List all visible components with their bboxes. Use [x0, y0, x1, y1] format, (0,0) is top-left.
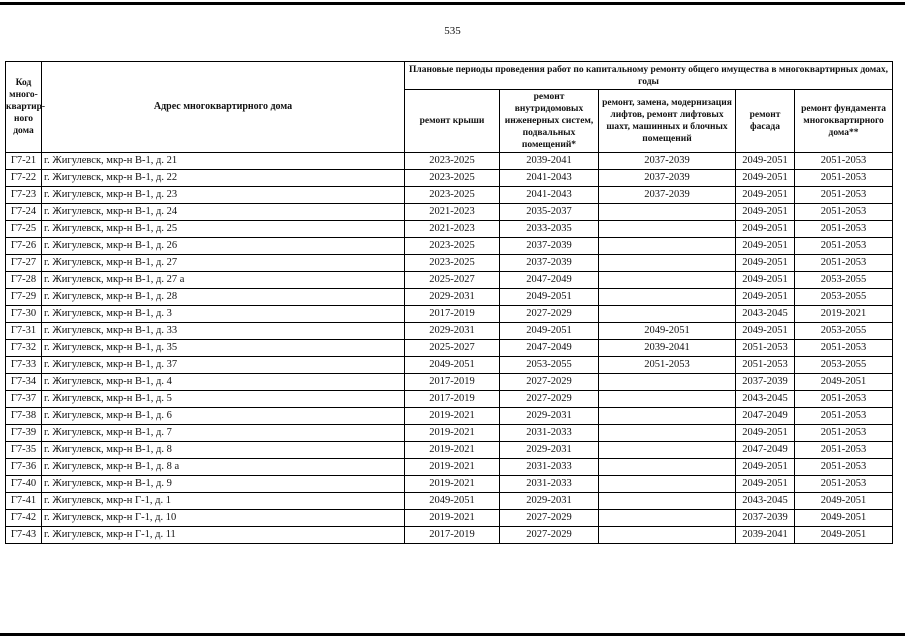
roof-period-cell: 2019-2021	[405, 442, 500, 459]
table-row	[6, 510, 893, 527]
engineering-period-cell: 2027-2029	[500, 510, 599, 527]
table-row	[6, 187, 893, 204]
house-code-cell: Г7-35	[6, 442, 42, 459]
table-row	[6, 527, 893, 544]
foundation-period-cell: 2051-2053	[795, 170, 893, 187]
house-code-cell: Г7-43	[6, 527, 42, 544]
foundation-period-cell: 2049-2051	[795, 374, 893, 391]
engineering-period-cell: 2027-2029	[500, 306, 599, 323]
foundation-period-cell: 2051-2053	[795, 442, 893, 459]
facade-period-cell: 2051-2053	[736, 340, 795, 357]
house-code-cell: Г7-27	[6, 255, 42, 272]
engineering-period-cell: 2037-2039	[500, 255, 599, 272]
foundation-period-cell: 2049-2051	[795, 527, 893, 544]
facade-period-cell: 2049-2051	[736, 255, 795, 272]
facade-period-cell: 2049-2051	[736, 238, 795, 255]
table-row	[6, 340, 893, 357]
foundation-period-cell: 2053-2055	[795, 323, 893, 340]
header-facade-repair: ремонт фасада	[736, 90, 795, 153]
engineering-period-cell: 2041-2043	[500, 170, 599, 187]
house-code-cell: Г7-23	[6, 187, 42, 204]
house-code-cell: Г7-24	[6, 204, 42, 221]
roof-period-cell: 2029-2031	[405, 289, 500, 306]
roof-period-cell: 2023-2025	[405, 170, 500, 187]
house-code-cell: Г7-32	[6, 340, 42, 357]
table-body	[6, 153, 893, 544]
address-cell: г. Жигулевск, мкр-н В-1, д. 22	[42, 170, 405, 187]
foundation-period-cell: 2051-2053	[795, 221, 893, 238]
elevator-period-cell	[599, 306, 736, 323]
facade-period-cell: 2049-2051	[736, 323, 795, 340]
house-code-cell: Г7-33	[6, 357, 42, 374]
engineering-period-cell: 2053-2055	[500, 357, 599, 374]
house-code-cell: Г7-37	[6, 391, 42, 408]
roof-period-cell: 2017-2019	[405, 306, 500, 323]
top-rule	[0, 2, 905, 5]
foundation-period-cell: 2019-2021	[795, 306, 893, 323]
facade-period-cell: 2049-2051	[736, 187, 795, 204]
house-code-cell: Г7-42	[6, 510, 42, 527]
table-row	[6, 442, 893, 459]
engineering-period-cell: 2047-2049	[500, 340, 599, 357]
address-cell: г. Жигулевск, мкр-н В-1, д. 8	[42, 442, 405, 459]
table-row	[6, 204, 893, 221]
address-cell: г. Жигулевск, мкр-н В-1, д. 25	[42, 221, 405, 238]
elevator-period-cell	[599, 425, 736, 442]
roof-period-cell: 2019-2021	[405, 408, 500, 425]
elevator-period-cell	[599, 510, 736, 527]
roof-period-cell: 2019-2021	[405, 425, 500, 442]
foundation-period-cell: 2053-2055	[795, 357, 893, 374]
foundation-period-cell: 2051-2053	[795, 238, 893, 255]
engineering-period-cell: 2037-2039	[500, 238, 599, 255]
header-elevator-repair: ремонт, замена, модернизация лифтов, ремонт лифтовых шахт, машинных и блочных помещений	[599, 90, 736, 153]
table-row	[6, 289, 893, 306]
engineering-period-cell: 2027-2029	[500, 374, 599, 391]
roof-period-cell: 2021-2023	[405, 221, 500, 238]
roof-period-cell: 2019-2021	[405, 510, 500, 527]
table-row	[6, 238, 893, 255]
engineering-period-cell: 2049-2051	[500, 323, 599, 340]
engineering-period-cell: 2041-2043	[500, 187, 599, 204]
roof-period-cell: 2023-2025	[405, 153, 500, 170]
table-row	[6, 323, 893, 340]
facade-period-cell: 2049-2051	[736, 170, 795, 187]
table-row	[6, 493, 893, 510]
table-row	[6, 272, 893, 289]
elevator-period-cell	[599, 204, 736, 221]
house-code-cell: Г7-41	[6, 493, 42, 510]
foundation-period-cell: 2051-2053	[795, 459, 893, 476]
roof-period-cell: 2017-2019	[405, 527, 500, 544]
capital-repair-schedule-table	[5, 61, 893, 544]
facade-period-cell: 2049-2051	[736, 459, 795, 476]
roof-period-cell: 2025-2027	[405, 272, 500, 289]
table-row	[6, 425, 893, 442]
address-cell: г. Жигулевск, мкр-н В-1, д. 3	[42, 306, 405, 323]
facade-period-cell: 2047-2049	[736, 442, 795, 459]
engineering-period-cell: 2031-2033	[500, 459, 599, 476]
elevator-period-cell	[599, 493, 736, 510]
elevator-period-cell	[599, 391, 736, 408]
table-row	[6, 374, 893, 391]
foundation-period-cell: 2051-2053	[795, 391, 893, 408]
engineering-period-cell: 2033-2035	[500, 221, 599, 238]
facade-period-cell: 2051-2053	[736, 357, 795, 374]
roof-period-cell: 2023-2025	[405, 238, 500, 255]
table-row	[6, 255, 893, 272]
roof-period-cell: 2025-2027	[405, 340, 500, 357]
house-code-cell: Г7-29	[6, 289, 42, 306]
facade-period-cell: 2047-2049	[736, 408, 795, 425]
facade-period-cell: 2049-2051	[736, 221, 795, 238]
facade-period-cell: 2049-2051	[736, 204, 795, 221]
address-cell: г. Жигулевск, мкр-н Г-1, д. 11	[42, 527, 405, 544]
house-code-cell: Г7-31	[6, 323, 42, 340]
foundation-period-cell: 2051-2053	[795, 425, 893, 442]
elevator-period-cell	[599, 408, 736, 425]
address-cell: г. Жигулевск, мкр-н В-1, д. 8 а	[42, 459, 405, 476]
roof-period-cell: 2021-2023	[405, 204, 500, 221]
address-cell: г. Жигулевск, мкр-н В-1, д. 21	[42, 153, 405, 170]
bottom-rule	[0, 633, 905, 636]
elevator-period-cell	[599, 255, 736, 272]
elevator-period-cell: 2051-2053	[599, 357, 736, 374]
address-cell: г. Жигулевск, мкр-н В-1, д. 6	[42, 408, 405, 425]
table-row	[6, 391, 893, 408]
facade-period-cell: 2043-2045	[736, 306, 795, 323]
table-row	[6, 153, 893, 170]
elevator-period-cell	[599, 289, 736, 306]
house-code-cell: Г7-21	[6, 153, 42, 170]
elevator-period-cell: 2037-2039	[599, 170, 736, 187]
roof-period-cell: 2029-2031	[405, 323, 500, 340]
address-cell: г. Жигулевск, мкр-н Г-1, д. 1	[42, 493, 405, 510]
roof-period-cell: 2049-2051	[405, 357, 500, 374]
foundation-period-cell: 2053-2055	[795, 289, 893, 306]
house-code-cell: Г7-40	[6, 476, 42, 493]
engineering-period-cell: 2029-2031	[500, 408, 599, 425]
roof-period-cell: 2019-2021	[405, 459, 500, 476]
facade-period-cell: 2049-2051	[736, 272, 795, 289]
foundation-period-cell: 2051-2053	[795, 204, 893, 221]
address-cell: г. Жигулевск, мкр-н В-1, д. 7	[42, 425, 405, 442]
elevator-period-cell	[599, 272, 736, 289]
house-code-cell: Г7-28	[6, 272, 42, 289]
facade-period-cell: 2043-2045	[736, 391, 795, 408]
roof-period-cell: 2017-2019	[405, 374, 500, 391]
table-row	[6, 221, 893, 238]
house-code-cell: Г7-39	[6, 425, 42, 442]
house-code-cell: Г7-30	[6, 306, 42, 323]
elevator-period-cell	[599, 459, 736, 476]
address-cell: г. Жигулевск, мкр-н В-1, д. 24	[42, 204, 405, 221]
engineering-period-cell: 2029-2031	[500, 493, 599, 510]
header-foundation-repair: ремонт фундамента многоквартирного дома**	[795, 90, 893, 153]
table-row	[6, 170, 893, 187]
header-address: Адрес многоквартирного дома	[42, 62, 405, 153]
address-cell: г. Жигулевск, мкр-н В-1, д. 27 а	[42, 272, 405, 289]
facade-period-cell: 2049-2051	[736, 476, 795, 493]
table-row	[6, 306, 893, 323]
elevator-period-cell	[599, 374, 736, 391]
header-planned-periods: Плановые периоды проведения работ по капитальному ремонту общего имущества в многоквартирных домах, годы	[405, 62, 893, 90]
house-code-cell: Г7-25	[6, 221, 42, 238]
roof-period-cell: 2023-2025	[405, 187, 500, 204]
house-code-cell: Г7-26	[6, 238, 42, 255]
elevator-period-cell: 2049-2051	[599, 323, 736, 340]
address-cell: г. Жигулевск, мкр-н В-1, д. 9	[42, 476, 405, 493]
address-cell: г. Жигулевск, мкр-н В-1, д. 33	[42, 323, 405, 340]
foundation-period-cell: 2049-2051	[795, 510, 893, 527]
address-cell: г. Жигулевск, мкр-н В-1, д. 28	[42, 289, 405, 306]
address-cell: г. Жигулевск, мкр-н В-1, д. 23	[42, 187, 405, 204]
elevator-period-cell: 2037-2039	[599, 153, 736, 170]
facade-period-cell: 2039-2041	[736, 527, 795, 544]
roof-period-cell: 2023-2025	[405, 255, 500, 272]
table-row	[6, 357, 893, 374]
facade-period-cell: 2037-2039	[736, 374, 795, 391]
table-row	[6, 476, 893, 493]
elevator-period-cell	[599, 527, 736, 544]
foundation-period-cell: 2051-2053	[795, 187, 893, 204]
foundation-period-cell: 2049-2051	[795, 493, 893, 510]
engineering-period-cell: 2047-2049	[500, 272, 599, 289]
roof-period-cell: 2049-2051	[405, 493, 500, 510]
address-cell: г. Жигулевск, мкр-н В-1, д. 37	[42, 357, 405, 374]
foundation-period-cell: 2051-2053	[795, 408, 893, 425]
house-code-cell: Г7-22	[6, 170, 42, 187]
header-roof-repair: ремонт крыши	[405, 90, 500, 153]
elevator-period-cell: 2039-2041	[599, 340, 736, 357]
elevator-period-cell: 2037-2039	[599, 187, 736, 204]
address-cell: г. Жигулевск, мкр-н Г-1, д. 10	[42, 510, 405, 527]
facade-period-cell: 2049-2051	[736, 425, 795, 442]
address-cell: г. Жигулевск, мкр-н В-1, д. 26	[42, 238, 405, 255]
engineering-period-cell: 2049-2051	[500, 289, 599, 306]
address-cell: г. Жигулевск, мкр-н В-1, д. 35	[42, 340, 405, 357]
table-row	[6, 408, 893, 425]
house-code-cell: Г7-34	[6, 374, 42, 391]
header-engineering-repair: ремонт внутридомовых инженерных систем, подвальных помещений*	[500, 90, 599, 153]
engineering-period-cell: 2031-2033	[500, 425, 599, 442]
engineering-period-cell: 2031-2033	[500, 476, 599, 493]
engineering-period-cell: 2035-2037	[500, 204, 599, 221]
facade-period-cell: 2037-2039	[736, 510, 795, 527]
facade-period-cell: 2049-2051	[736, 153, 795, 170]
foundation-period-cell: 2051-2053	[795, 476, 893, 493]
address-cell: г. Жигулевск, мкр-н В-1, д. 5	[42, 391, 405, 408]
address-cell: г. Жигулевск, мкр-н В-1, д. 4	[42, 374, 405, 391]
house-code-cell: Г7-36	[6, 459, 42, 476]
engineering-period-cell: 2039-2041	[500, 153, 599, 170]
foundation-period-cell: 2051-2053	[795, 153, 893, 170]
house-code-cell: Г7-38	[6, 408, 42, 425]
engineering-period-cell: 2027-2029	[500, 391, 599, 408]
foundation-period-cell: 2051-2053	[795, 255, 893, 272]
engineering-period-cell: 2027-2029	[500, 527, 599, 544]
facade-period-cell: 2049-2051	[736, 289, 795, 306]
elevator-period-cell	[599, 476, 736, 493]
elevator-period-cell	[599, 221, 736, 238]
address-cell: г. Жигулевск, мкр-н В-1, д. 27	[42, 255, 405, 272]
header-house-code: Код много-квартир-ного дома	[6, 62, 42, 153]
foundation-period-cell: 2051-2053	[795, 340, 893, 357]
roof-period-cell: 2017-2019	[405, 391, 500, 408]
facade-period-cell: 2043-2045	[736, 493, 795, 510]
page-number: 535	[444, 25, 461, 37]
roof-period-cell: 2019-2021	[405, 476, 500, 493]
table-row	[6, 459, 893, 476]
elevator-period-cell	[599, 238, 736, 255]
foundation-period-cell: 2053-2055	[795, 272, 893, 289]
engineering-period-cell: 2029-2031	[500, 442, 599, 459]
elevator-period-cell	[599, 442, 736, 459]
